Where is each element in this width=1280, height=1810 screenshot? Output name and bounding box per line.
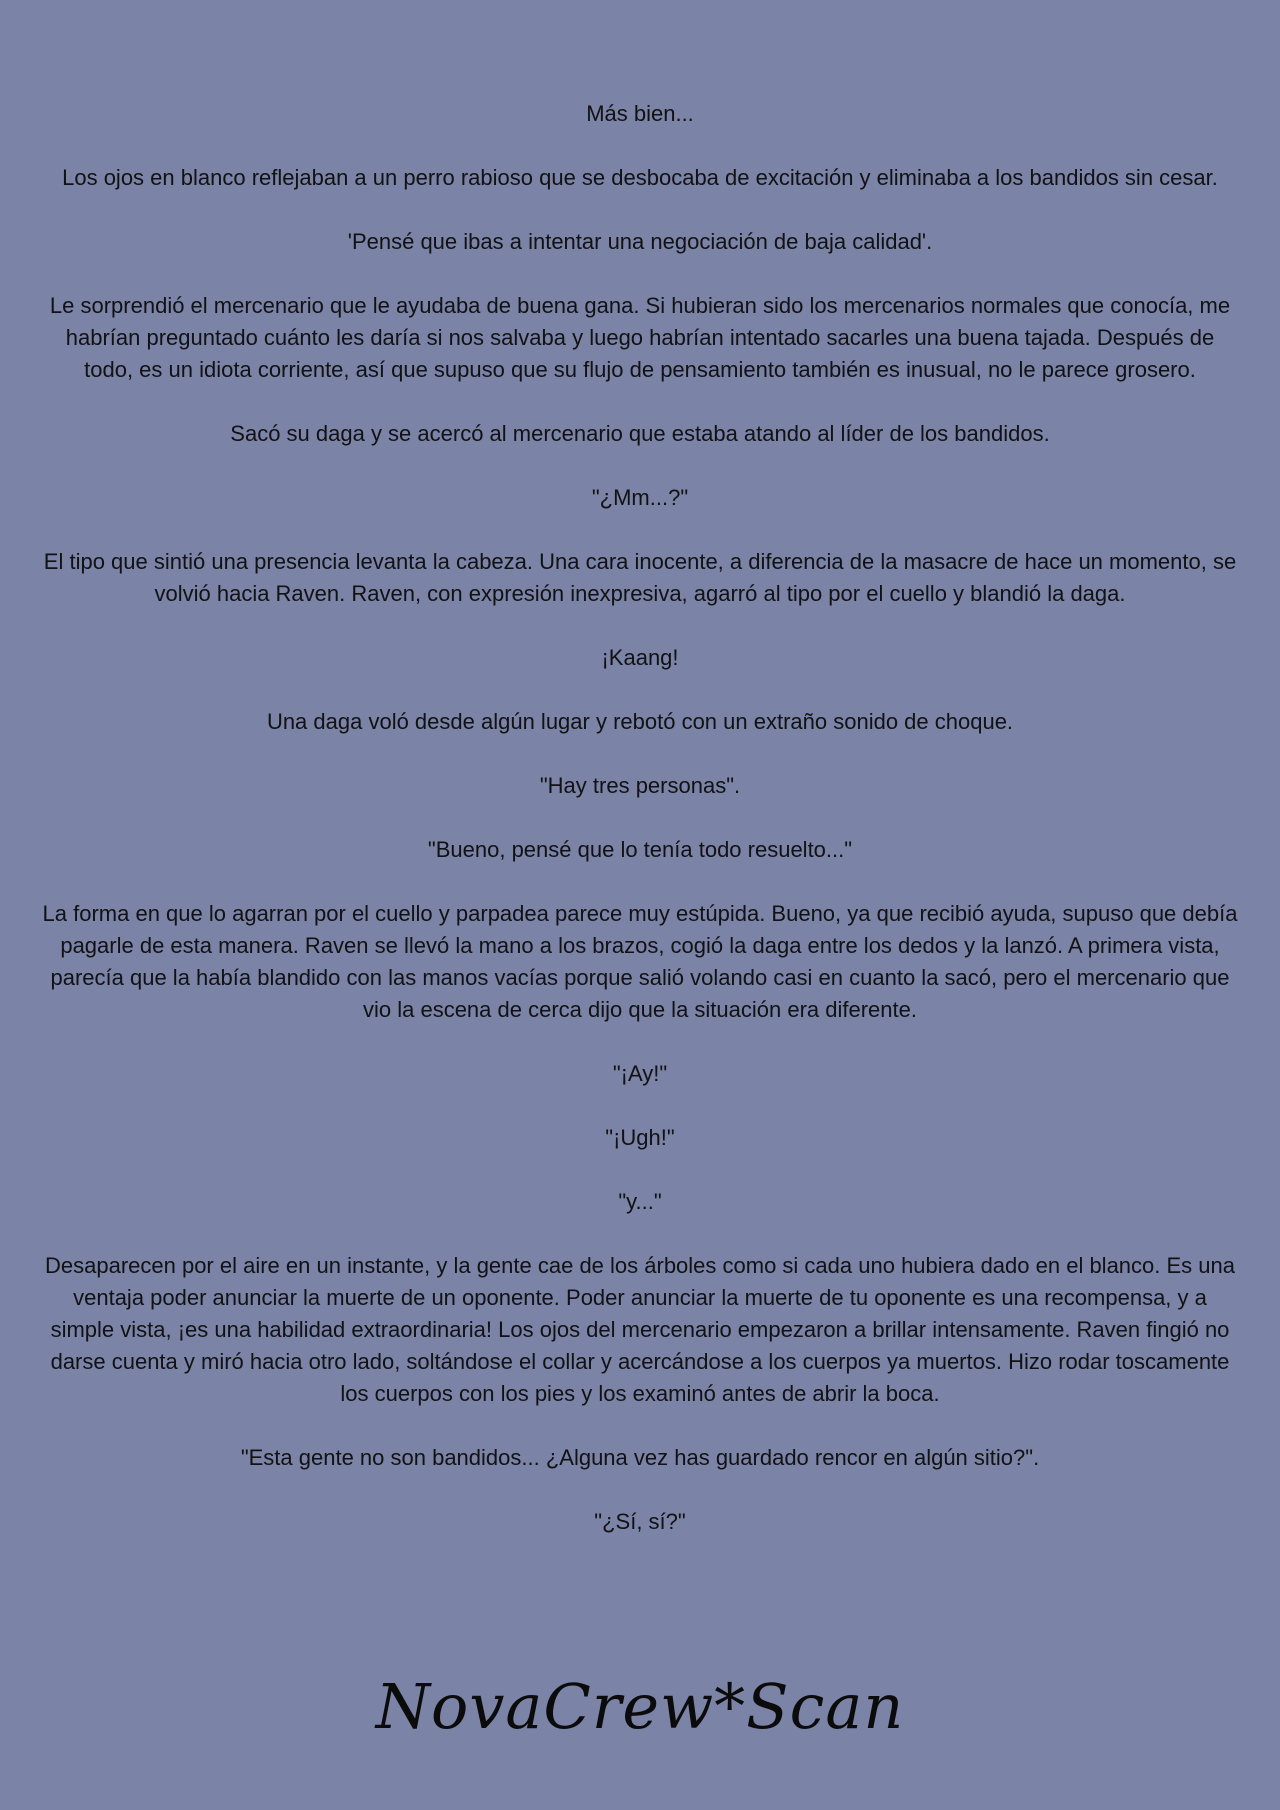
- paragraph-daga-volo: Una daga voló desde algún lugar y rebotó con un extraño sonido de choque.: [266, 709, 1014, 734]
- sound-kaang: ¡Kaang!: [601, 645, 679, 670]
- paragraph-ojos-en-blanco: Los ojos en blanco reflejaban a un perro rabioso que se desbocaba de excitación y eliminaba a los bandidos sin cesar.: [62, 165, 1218, 190]
- dialogue-mm: "¿Mm...?": [591, 485, 689, 510]
- dialogue-no-son-bandidos: "Esta gente no son bandidos... ¿Alguna vez has guardado rencor en algún sitio?".: [240, 1445, 1040, 1470]
- dialogue-ugh: "¡Ugh!": [605, 1125, 675, 1150]
- paragraph-tipo-presencia: El tipo que sintió una presencia levanta la cabeza. Una cara inocente, a diferencia de la masacre de hace un momento, se volvió hacia Raven. Raven, con expresión inexpresiva, agarró al tipo por el cuello y blandió la daga.: [43, 549, 1237, 606]
- paragraph-forma-agarran: La forma en que lo agarran por el cuello y parpadea parece muy estúpida. Bueno, ya que recibió ayuda, supuso que debía pagarle de esta manera. Raven se llevó la mano a los brazos, cogió la daga entre los dedos y la lanzó. A primera vista, parecía que la había blandido con las manos vacías porque salió volando casi en cuanto la sacó, pero el mercenario que vio la escena de cerca dijo que la situación era diferente.: [42, 901, 1238, 1022]
- paragraph-saco-daga: Sacó su daga y se acercó al mercenario que estaba atando al líder de los bandidos.: [230, 421, 1050, 446]
- dialogue-y: "y...": [618, 1189, 662, 1214]
- dialogue-si-si: "¿Sí, sí?": [594, 1509, 686, 1534]
- dialogue-todo-resuelto: "Bueno, pensé que lo tenía todo resuelto...": [427, 837, 853, 862]
- paragraph-negociacion: 'Pensé que ibas a intentar una negociación de baja calidad'.: [347, 229, 933, 254]
- dialogue-ay: "¡Ay!": [612, 1061, 668, 1086]
- paragraph-desaparecen: Desaparecen por el aire en un instante, y la gente cae de los árboles como si cada uno hubiera dado en el blanco. Es una ventaja poder anunciar la muerte de un oponente. Poder anunciar la muerte de tu oponente es una recompensa, y a simple vista, ¡es una habilidad extraordinaria! Los ojos del mercenario empezaron a brillar intensamente. Raven fingió no darse cuenta y miró hacia otro lado, soltándose el collar y acercándose a los cuerpos ya muertos. Hizo rodar toscamente los cuerpos con los pies y los examinó antes de abrir la boca.: [44, 1253, 1235, 1406]
- dialogue-tres-personas: "Hay tres personas".: [539, 773, 741, 798]
- paragraph-sorprendio-mercenario: Le sorprendió el mercenario que le ayudaba de buena gana. Si hubieran sido los mercenarios normales que conocía, me habrían preguntado cuánto les daría si nos salvaba y luego habrían intentado sacarles una buena tajada. Después de todo, es un idiota corriente, así que supuso que su flujo de pensamiento también es inusual, no le parece grosero.: [49, 293, 1231, 382]
- scanlation-signature: NovaCrew*Scan: [375, 1670, 905, 1743]
- paragraph-mas-bien: Más bien...: [586, 101, 694, 126]
